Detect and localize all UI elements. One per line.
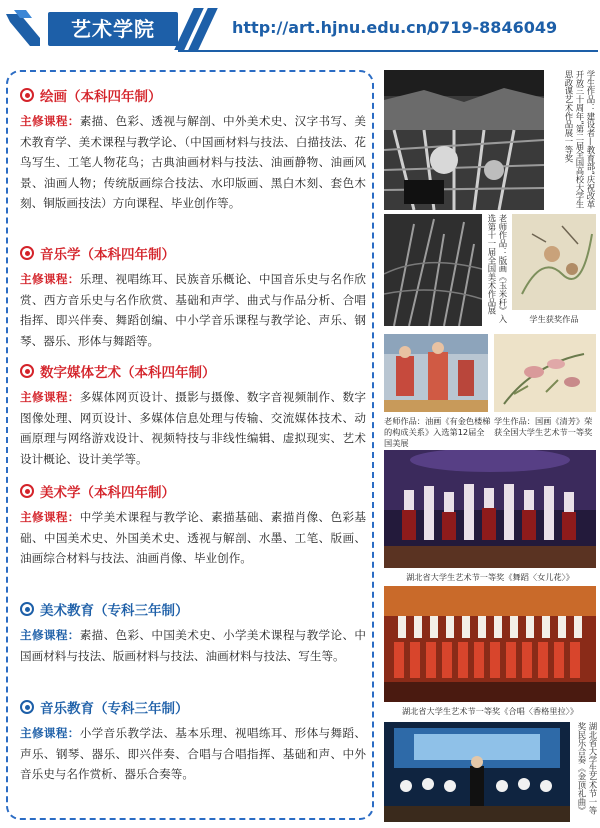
caption-choir: 湖北省大学生艺术节一等奖《合唱〈香格里拉〉》 [401, 706, 579, 716]
bullet-icon [20, 700, 34, 714]
bullet-icon [20, 364, 34, 378]
phone-number: 0719-8846049 [428, 18, 558, 37]
caption-student-chinese: 学生作品：国画《清芳》荣获全国大学生艺术节一等奖 [494, 416, 593, 437]
arrow-icon [4, 8, 44, 48]
section-body [20, 723, 366, 785]
page-title: 艺术学院 [71, 17, 155, 41]
course-list: 素描、色彩、中国美术史、小学美术课程与教学论、中国画材料与技法、版画材料与技法、油画材料与技法、写生等。 [20, 628, 366, 663]
choir-performance-photo [384, 586, 596, 702]
course-label: 主修课程： [20, 390, 80, 404]
bullet-icon [20, 602, 34, 616]
section-art-education [20, 598, 366, 666]
section-music-education [20, 696, 366, 785]
course-list: 中学美术课程与教学论、素描基础、素描肖像、色彩基础、中国美术史、外国美术史、透视与解剖、水墨、工笔、版画、油画综合材料与技法、油画肖像、毕业创作。 [20, 510, 366, 566]
section-body [20, 625, 366, 666]
section-title: 音乐教育（专科三年制） [40, 701, 189, 717]
course-label: 主修课程： [20, 114, 80, 128]
section-body [20, 387, 366, 469]
title-box [48, 12, 178, 46]
caption-orchestra: 湖北省大学生艺术节一等奖民乐合奏《金顶礼曲》 [577, 722, 598, 815]
header-rule [178, 50, 598, 52]
student-award-painting [512, 214, 596, 310]
page-header [0, 0, 600, 62]
course-list: 乐理、视唱练耳、民族音乐概论、中国音乐史与名作欣赏、西方音乐史与名作欣赏、基础和声学、曲式与作品分析、合唱指挥、即兴伴奏、舞蹈创编、中小学音乐课程与教学论、声乐、钢琴、器乐、形体与舞蹈等。 [20, 272, 366, 348]
bullet-icon [20, 246, 34, 260]
section-title: 数字媒体艺术（本科四年制） [40, 365, 216, 381]
teacher-woodcut-photo [384, 214, 482, 326]
section-body [20, 507, 366, 569]
course-list: 素描、色彩、透视与解剖、中外美术史、汉字书写、美术教育学、美术课程与教学论、（中国画材料与技法、白描技法、花鸟写生、工笔人物花鸟；古典油画材料与技法、油画静物、油画风景、油画人物；传统版画综合技法、水印版画、黑白木刻、套色木刻、铜版画技法）方向课程、毕业创作等。 [20, 114, 366, 211]
caption-student-award: 学生获奖作品 [529, 314, 579, 324]
course-list: 小学音乐教学法、基本乐理、视唱练耳、形体与舞蹈、声乐、钢琴、器乐、即兴伴奏、合唱与合唱指挥、基础和声、中外音乐史与名作赏析、器乐合奏等。 [20, 726, 366, 782]
student-chinese-painting [494, 334, 596, 412]
caption-teacher-oil: 老师作品：油画《有金色楼梯的构成关系》入选第12届全国美展 [384, 416, 491, 448]
section-fine-arts [20, 480, 366, 569]
section-digital-media [20, 360, 366, 469]
orchestra-performance-photo [384, 722, 570, 822]
section-title: 音乐学（本科四年制） [40, 247, 175, 263]
section-title: 美术学（本科四年制） [40, 485, 175, 501]
section-music [20, 242, 366, 351]
course-label: 主修课程： [20, 726, 80, 740]
section-body [20, 111, 366, 214]
teacher-oil-painting [384, 334, 488, 412]
course-list: 多媒体网页设计、摄影与摄像、数字音视频制作、数字图像处理、网页设计、多媒体信息处理与传输、交流媒体技术、动画原理与网络游戏设计、视频特技与非线性编辑、虚拟现实、艺术设计概论、设计美学等。 [20, 390, 366, 466]
section-painting [20, 84, 366, 214]
course-label: 主修课程： [20, 628, 80, 642]
bullet-icon [20, 484, 34, 498]
caption-teacher-woodcut: 老师作品：版画《玉米秆》入选第十一届全国美术作品展 [487, 214, 508, 324]
bullet-icon [20, 88, 34, 102]
section-title: 绘画（本科四年制） [40, 89, 162, 105]
student-print-photo [384, 70, 544, 210]
course-label: 主修课程： [20, 272, 80, 286]
website-url[interactable]: http://art.hjnu.edu.cn/ [232, 18, 433, 37]
section-title: 美术教育（专科三年制） [40, 603, 189, 619]
dance-performance-photo [384, 450, 596, 568]
section-body [20, 269, 366, 351]
course-label: 主修课程： [20, 510, 80, 524]
caption-dance: 湖北省大学生艺术节一等奖《舞蹈〈女儿花〉》 [406, 572, 574, 582]
caption-student-print: 学生作品：建设者—教育部“庆祝改革开放三十周年”第二届全国高校大学生思政课艺术作品展一等奖 [564, 70, 596, 209]
